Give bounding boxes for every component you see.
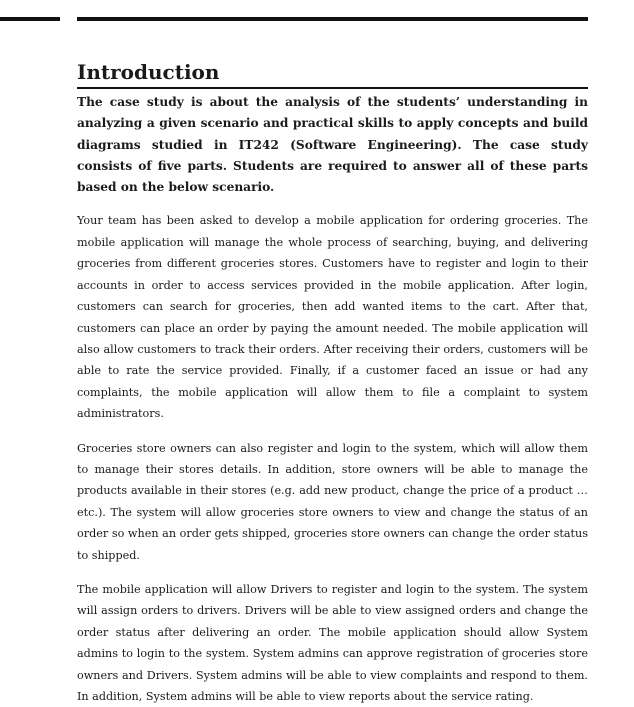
intro-paragraph: The case study is about the analysis of the students’ understanding in analyzing a given scenario and practical skills to apply concepts and build diagrams studied in IT242 (Software Engineering). The case study consists of five parts. Students are required to answer all of these parts based on the below scenario. [77, 95, 588, 195]
scenario-paragraph-store-owners: Groceries store owners can also register and login to the system, which will allow them to manage their stores details. In addition, store owners will be able to manage the products available in their stores (e.g. add new product, change the price of a product …etc.). The system will allow groceries store owners to view and change the status of an order so when an order gets shipped, groceries store owners can change the order status to shipped. [77, 441, 588, 562]
header-rule-right [77, 17, 588, 21]
scenario-paragraph-customers: Your team has been asked to develop a mobile application for ordering groceries. The mobile application will manage the whole process of searching, buying, and delivering groceries from different groceries stores. Customers have to register and login to their accounts in order to access services provided in the mobile application. After login, customers can search for groceries, then add wanted items to the cart. After that, customers can place an order by paying the amount needed. The mobile application will also allow customers to track their orders. After receiving their orders, customers will be able to rate the service provided. Finally, if a customer faced an issue or had any complaints, the mobile application will allow them to file a complaint to system administrators. [77, 214, 588, 421]
scenario-paragraph-drivers-admins: The mobile application will allow Drivers to register and login to the system. The system will assign orders to drivers. Drivers will be able to view assigned orders and change the order status after delivering an order. The mobile application should allow System admins to login to the system. System admins can approve registration of groceries store owners and Drivers. System admins will be able to view complaints and respond to them. In addition, System admins will be able to view reports about the service rating. [77, 582, 588, 704]
section-title: Introduction [77, 58, 588, 89]
header-rule-left [0, 17, 60, 21]
document-body [77, 58, 588, 707]
